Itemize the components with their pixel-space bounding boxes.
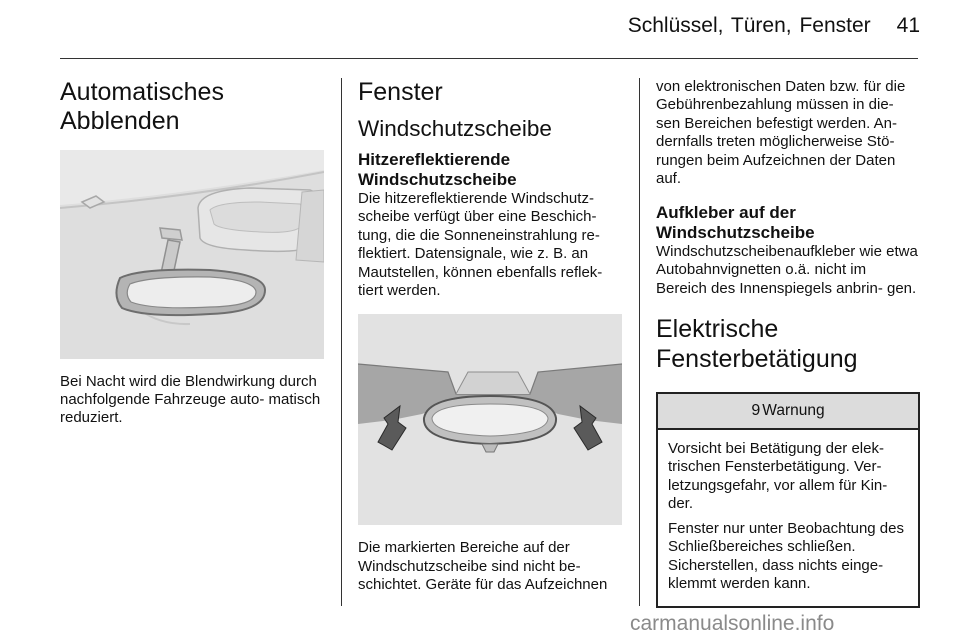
rearview-mirror-illustration: [60, 150, 324, 359]
warning-text-2: Fenster nur unter Beobachtung des Schließbereiches schließen. Sicherstellen, dass nichts einge- klemmt werden kann.: [668, 519, 904, 593]
warning-triangle-icon: 9: [751, 402, 761, 420]
warning-body: [658, 430, 918, 606]
column-1: [60, 70, 324, 428]
warning-title: Warnung: [762, 402, 825, 420]
watermark: carmanualsonline.info: [630, 612, 835, 635]
heading-heat-reflecting-windscreen: Hitzereflektierende Windschutzscheibe: [358, 149, 517, 189]
heading-windscreen: Windschutzscheibe: [358, 115, 552, 141]
windscreen-marked-areas-illustration: [358, 314, 622, 525]
header-rule: [60, 58, 918, 59]
heading-automatic-dimming: Automatisches Abblenden: [60, 78, 224, 135]
heat-reflecting-description: Die hitzereflektierende Windschutz- scheibe verfügt über eine Beschich- tung, die die Sonneneinstrahlung re- flektiert. Datensignale, wie z. B. an Mautstellen, können ebenfalls reflek- tiert werden.: [358, 189, 603, 300]
heading-power-windows: Elektrische Fensterbetätigung: [656, 315, 858, 374]
marked-areas-description: Die markierten Bereiche auf der Windschutzscheibe sind nicht be- schichtet. Geräte für das Aufzeichnen: [358, 539, 608, 594]
electronic-data-continuation: von elektronischen Daten bzw. für die Gebührenbezahlung müssen in die- sen Bereichen befestigt werden. An- dernfalls treten möglicherweise Stö- rungen beim Aufzeichnen der Daten auf.: [656, 78, 906, 188]
column-divider-1: [341, 78, 342, 606]
warning-box: [656, 392, 920, 608]
warning-header: [658, 394, 918, 430]
heading-windows: Fenster: [358, 78, 443, 106]
dimming-description: Bei Nacht wird die Blendwirkung durch nachfolgende Fahrzeuge auto- matisch reduziert.: [60, 372, 321, 427]
heading-windscreen-stickers: Aufkleber auf der Windschutzscheibe: [656, 202, 815, 242]
column-2: [358, 70, 622, 595]
column-divider-2: [639, 78, 640, 606]
warning-text-1: Vorsicht bei Betätigung der elek- trischen Fensterbetätigung. Ver- letzungsgefahr, vor allem für Kin- der.: [668, 440, 888, 513]
page-number: 41: [896, 14, 920, 37]
column-3: [656, 70, 920, 608]
stickers-description: Windschutzscheibenaufkleber wie etwa Autobahnvignetten o.ä. nicht im Bereich des Innenspiegels anbrin- gen.: [656, 242, 918, 297]
header-title: Schlüssel, Türen, Fenster: [627, 14, 871, 37]
page-header: [628, 14, 920, 38]
